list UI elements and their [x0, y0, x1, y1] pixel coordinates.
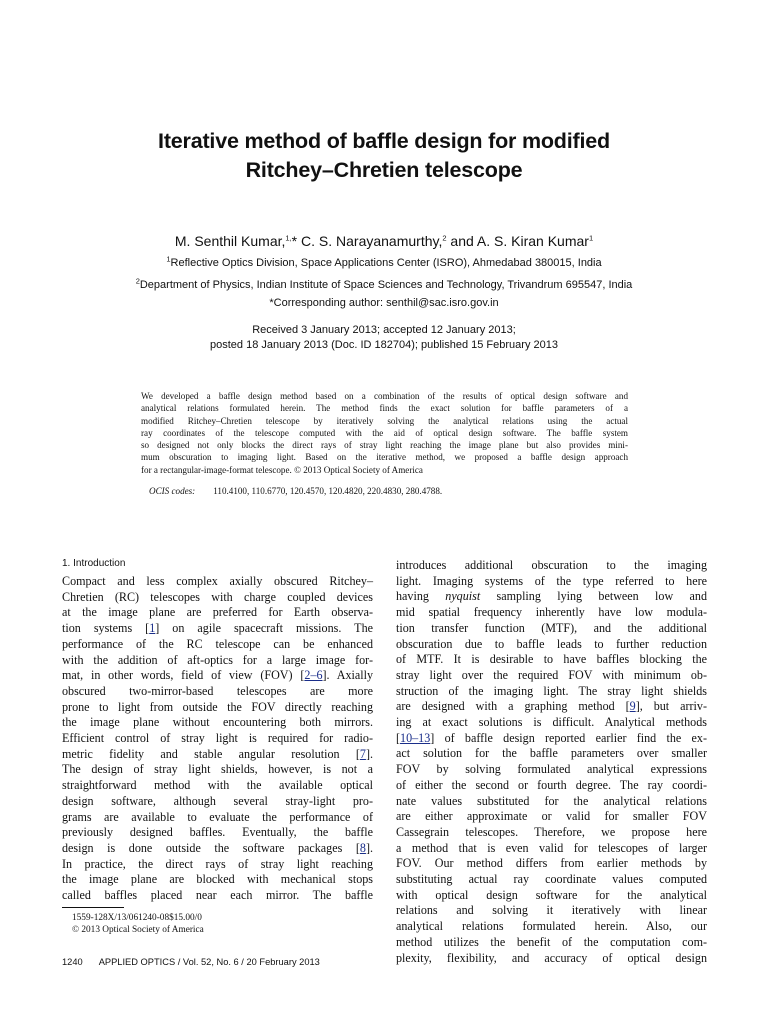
abstract-line: We developed a baffle design method based on a combination of the results of optical design software and [141, 391, 628, 401]
body-line: the image plane without encountering both mirrors. [62, 715, 373, 730]
affiliation-1 [0, 256, 768, 270]
section-heading-introduction: 1. Introduction [62, 558, 126, 569]
reference-link[interactable]: 7 [359, 746, 366, 761]
author-3-affil-sup: 1 [588, 233, 594, 243]
body-line: FOV. Our method differs from earlier methods by [396, 856, 707, 871]
body-line: ing at exact solutions is difficult. Analytical methods [396, 715, 707, 730]
body-line: Efficient control of stray light is required for radio- [62, 731, 373, 746]
body-line: plexity, flexibility, and accuracy of optical design [396, 950, 707, 965]
affiliation-2-text: Department of Physics, Indian Institute of Space Sciences and Technology, Trivandrum 695547, India [139, 279, 633, 291]
ocis-codes [149, 486, 442, 496]
abstract-line: so designed not only blocks the direct rays of stray light reaching the image plane but also provides mini- [141, 440, 628, 450]
body-line: relations and solving it iteratively with linear [396, 903, 707, 918]
body-line: substituting actual ray coordinate values computed [396, 872, 707, 887]
body-line: Compact and less complex axially obscured Ritchey– [62, 574, 373, 588]
footnote-issn: 1559-128X/13/061240-08$15.00/0 [72, 913, 202, 923]
body-column-left [62, 574, 373, 904]
body-line: In practice, the direct rays of stray light reaching [62, 856, 373, 871]
body-line: of either the second or fourth degree. The ray coordi- [396, 777, 707, 792]
page-number: 1240 [62, 957, 83, 967]
title-line-1: Iterative method of baffle design for modified [158, 129, 610, 153]
ocis-label: OCIS codes: [149, 486, 196, 496]
body-text: ] of baffle design reported earlier find the ex- [430, 730, 707, 745]
body-line [62, 841, 373, 857]
body-line: are either approximate or valid for smaller FOV [396, 809, 707, 824]
affiliation-2 [0, 278, 768, 292]
body-line: FOV by solving formulated analytical expressions [396, 762, 707, 777]
body-text: ]. [365, 746, 373, 761]
publication-dates [0, 323, 768, 353]
body-line: design software, although several stray-light pro- [62, 793, 373, 808]
author-list [0, 232, 768, 250]
reference-link[interactable]: 9 [629, 699, 636, 714]
body-line: Chretien (RC) telescopes with charge coupled devices [62, 589, 373, 604]
body-text: [ [396, 730, 401, 745]
paper-title [0, 127, 768, 185]
body-line: at the image plane are preferred for Earth observa- [62, 605, 373, 620]
dates-line-2: posted 18 January 2013 (Doc. ID 182704); published 15 February 2013 [210, 339, 558, 351]
abstract-line: analytical relations formulated herein. The method finds the exact solution for baffle parameters of a [141, 403, 628, 414]
body-text: are designed with a graphing method [ [396, 699, 630, 714]
footnote-copyright: © 2013 Optical Society of America [72, 925, 204, 935]
journal-citation: APPLIED OPTICS / Vol. 52, No. 6 / 20 February 2013 [98, 957, 320, 967]
body-line: obscured two-mirror-based telescopes are more [62, 683, 373, 698]
body-line: struction of the imaging light. The stray light shields [396, 683, 707, 698]
body-line: with the addition of aft-optics for a large image for- [62, 652, 373, 667]
body-line: previously designed baffles. Eventually, the baffle [62, 825, 373, 840]
abstract-line: mum obscuration to imaging light. Based on the iterative method, we proposed a baffle design approach [141, 452, 628, 463]
body-text: tion systems [ [62, 621, 150, 636]
body-text: design is done outside the software packages [ [62, 840, 360, 855]
reference-link[interactable]: 8 [359, 840, 366, 855]
body-line: a method that is even valid for telescopes of larger [396, 840, 707, 855]
body-line: grams are available to evaluate the performance of [62, 809, 373, 824]
body-text: metric fidelity and stable angular resolution [ [62, 746, 360, 761]
ocis-code-list: 110.4100, 110.6770, 120.4570, 120.4820, 220.4830, 280.4788. [213, 486, 443, 496]
page-footer [62, 957, 320, 967]
author-1: M. Senthil Kumar, [174, 233, 286, 249]
body-text: ], but arriv- [635, 699, 707, 714]
body-line [62, 668, 373, 684]
author-1-star: * [291, 233, 298, 249]
body-line: performance of the RC telescope can be enhanced [62, 636, 373, 651]
body-line: with optical design software for the analytical [396, 887, 707, 902]
author-3: and A. S. Kiran Kumar [446, 233, 589, 249]
body-text: ] on agile spacecraft missions. The [155, 621, 373, 636]
reference-link[interactable]: 10–13 [400, 730, 431, 745]
body-line: light. Imaging systems of the type referred to here [396, 573, 707, 588]
author-1-affil-sup: 1, [285, 233, 292, 243]
body-line [396, 699, 707, 715]
title-line-2: Ritchey–Chretien telescope [245, 158, 523, 182]
body-line [396, 731, 707, 747]
body-line: called baffles placed near each mirror. The baffle [62, 888, 373, 903]
body-text: mat, in other words, field of view (FOV) [ [62, 668, 305, 683]
body-line [62, 621, 373, 637]
footnote-divider [62, 907, 124, 908]
body-line: prone to light from outside the FOV directly reaching [62, 699, 373, 714]
body-line: The design of stray light shields, however, is not a [62, 762, 373, 777]
body-line: tion transfer function (MTF), and the additional [396, 620, 707, 635]
body-text: sampling lying between low and [480, 589, 707, 604]
body-line [396, 589, 707, 605]
body-line: method utilizes the benefit of the computation com- [396, 934, 707, 949]
abstract-line: modified Ritchey–Chretien telescope by iteratively solving the analytical relations using the actual [141, 415, 628, 426]
body-line: mid spatial frequency inherently have low modula- [396, 605, 707, 620]
body-line: obscuration due to baffle leads to further reduction [396, 636, 707, 651]
corresponding-author: *Corresponding author: senthil@sac.isro.gov.in [269, 297, 499, 309]
body-line: straightforward method with the available optical [62, 778, 373, 793]
body-text: ]. [365, 840, 373, 855]
affiliation-2-sup: 2 [135, 276, 140, 286]
body-line: nate values substituted for the analytical relations [396, 793, 707, 808]
abstract-line: for a rectangular-image-format telescope. © 2013 Optical Society of America [141, 464, 423, 475]
emphasis-text: nyquist [445, 589, 481, 604]
reference-link[interactable]: 1 [149, 621, 156, 636]
affiliation-1-text: Reflective Optics Division, Space Applications Center (ISRO), Ahmedabad 380015, India [170, 257, 602, 269]
body-line [62, 747, 373, 763]
body-line: act solution for the baffle parameters over smaller [396, 746, 707, 761]
body-line: the image plane are blocked with mechanical stops [62, 872, 373, 887]
author-2-affil-sup: 2 [442, 233, 447, 243]
body-line: of MTF. It is desirable to have baffles blocking the [396, 652, 707, 667]
body-line: analytical relations formulated herein. Also, our [396, 919, 707, 934]
abstract-line: ray coordinates of the telescope computed with the aid of optical design software. The baffle system [141, 427, 628, 438]
dates-line-1: Received 3 January 2013; accepted 12 January 2013; [252, 324, 516, 336]
body-line: stray light over the required FOV with minimum ob- [396, 667, 707, 682]
reference-link[interactable]: 2–6 [304, 668, 323, 683]
body-text: having [396, 589, 446, 604]
body-text: ]. Axially [322, 668, 373, 683]
body-column-right [396, 558, 707, 966]
body-line: introduces additional obscuration to the imaging [396, 558, 707, 572]
affiliation-1-sup: 1 [166, 254, 171, 264]
abstract [141, 390, 628, 476]
author-2: C. S. Narayanamurthy, [297, 233, 443, 249]
body-line: Cassegrain telescopes. Therefore, we propose here [396, 824, 707, 839]
